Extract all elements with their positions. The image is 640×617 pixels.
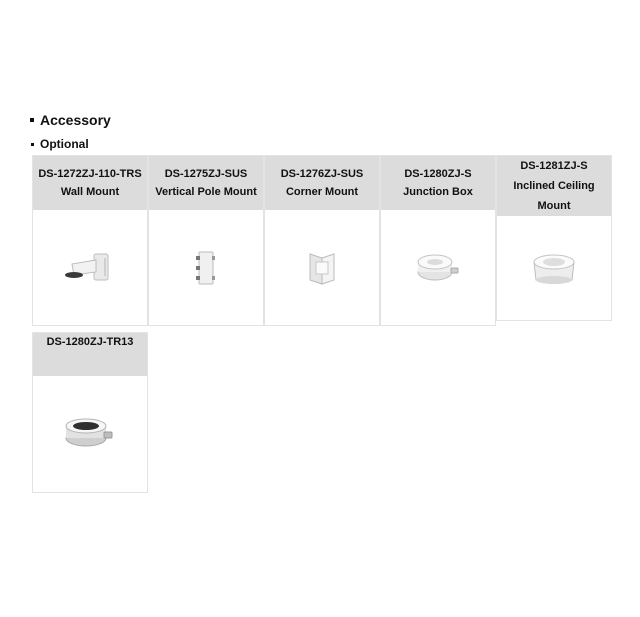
accessory-card xyxy=(148,155,264,326)
accessory-card xyxy=(32,332,148,493)
accessory-card xyxy=(264,155,380,326)
bullet-icon xyxy=(30,118,34,122)
accessory-model: DS-1281ZJ-S xyxy=(520,160,588,172)
section-title xyxy=(30,111,111,129)
inclined-ceiling-mount-icon xyxy=(526,248,582,288)
accessory-image xyxy=(33,210,147,325)
accessory-header xyxy=(265,156,379,210)
accessory-card xyxy=(496,155,612,321)
accessory-image xyxy=(381,210,495,325)
accessory-header xyxy=(381,156,495,210)
accessory-name: Corner Mount xyxy=(285,186,359,198)
wall-mount-icon xyxy=(60,248,120,288)
section-title-text: Accessory xyxy=(40,112,111,128)
accessory-header xyxy=(33,333,147,376)
accessory-image xyxy=(497,216,611,320)
accessory-card xyxy=(380,155,496,326)
corner-mount-icon xyxy=(302,248,342,288)
junction-box-icon xyxy=(413,250,463,286)
junction-box-tr13-icon xyxy=(60,414,120,454)
accessory-name: Junction Box xyxy=(403,186,473,198)
accessory-image xyxy=(33,376,147,492)
accessory-header xyxy=(33,156,147,210)
subsection-title-text: Optional xyxy=(40,137,89,151)
accessory-model: DS-1275ZJ-SUS xyxy=(164,168,248,180)
accessory-model: DS-1280ZJ-TR13 xyxy=(46,336,134,348)
accessory-header xyxy=(149,156,263,210)
bullet-icon xyxy=(31,143,34,146)
accessory-name: Wall Mount xyxy=(60,186,120,198)
subsection-title xyxy=(31,136,89,152)
accessory-header xyxy=(497,156,611,216)
accessory-card xyxy=(32,155,148,326)
pole-mount-icon xyxy=(186,248,226,288)
accessory-name-line1: Inclined Ceiling xyxy=(513,180,595,192)
accessory-name: Vertical Pole Mount xyxy=(155,186,257,198)
accessory-model: DS-1276ZJ-SUS xyxy=(280,168,364,180)
accessory-name-line2: Mount xyxy=(537,200,571,212)
accessory-image xyxy=(265,210,379,325)
accessory-model: DS-1280ZJ-S xyxy=(404,168,472,180)
accessory-image xyxy=(149,210,263,325)
accessory-model: DS-1272ZJ-110-TRS xyxy=(38,168,142,180)
